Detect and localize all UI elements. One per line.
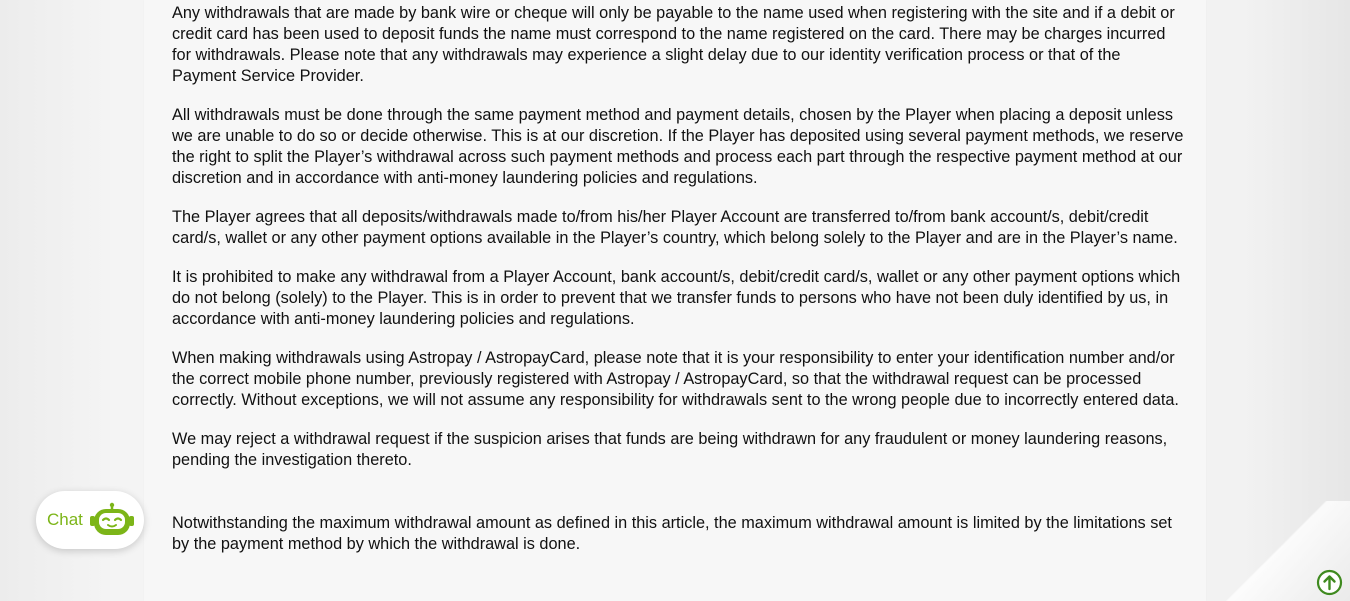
scroll-to-top-button[interactable] bbox=[1316, 569, 1343, 596]
arrow-up-circle-icon bbox=[1318, 571, 1341, 594]
terms-paragraph: When making withdrawals using Astropay / AstropayCard, please note that it is your responsibility to enter your identification number and/or the correct mobile phone number, previously registered with Astropay / AstropayCard, so that the withdrawal request can be processed correctly. Without exceptions, we will not assume any responsibility for withdrawals sent to the wrong people due to incorrectly entered data. bbox=[172, 349, 1179, 409]
chat-button[interactable] bbox=[36, 491, 144, 549]
terms-article bbox=[172, 3, 1188, 573]
chatbot-icon bbox=[89, 502, 135, 538]
terms-paragraph: The Player agrees that all deposits/withdrawals made to/from his/her Player Account are transferred to/from bank account/s, debit/credit card/s, wallet or any other payment options available in the Player’s country, which belong solely to the Player and are in the Player’s name. bbox=[172, 208, 1178, 247]
chat-label: Chat bbox=[47, 510, 83, 529]
terms-paragraph: We may reject a withdrawal request if the suspicion arises that funds are being withdrawn for any fraudulent or money laundering reasons, pending the investigation thereto. bbox=[172, 430, 1168, 469]
terms-paragraph: It is prohibited to make any withdrawal from a Player Account, bank account/s, debit/credit card/s, wallet or any other payment options which do not belong (solely) to the Player. This is in order to prevent that we transfer funds to persons who have not been duly identified by us, in accordance with anti-money laundering policies and regulations. bbox=[172, 268, 1181, 328]
terms-paragraph: Notwithstanding the maximum withdrawal amount as defined in this article, the maximum withdrawal amount is limited by the limitations set by the payment method by which the withdrawal is done. bbox=[172, 514, 1172, 553]
terms-paragraph: Any withdrawals that are made by bank wire or cheque will only be payable to the name used when registering with the site and if a debit or credit card has been used to deposit funds the name must correspond to the name registered on the card. There may be charges incurred for withdrawals. Please note that any withdrawals may experience a slight delay due to our identity verification process or that of the Payment Service Provider. bbox=[172, 4, 1175, 85]
terms-paragraph: All withdrawals must be done through the same payment method and payment details, chosen by the Player when placing a deposit unless we are unable to do so or decide otherwise. This is at our discretion. If the Player has deposited using several payment methods, we reserve the right to split the Player’s withdrawal across such payment methods and process each part through the respective payment method at our discretion and in accordance with anti-money laundering policies and regulations. bbox=[172, 106, 1184, 187]
